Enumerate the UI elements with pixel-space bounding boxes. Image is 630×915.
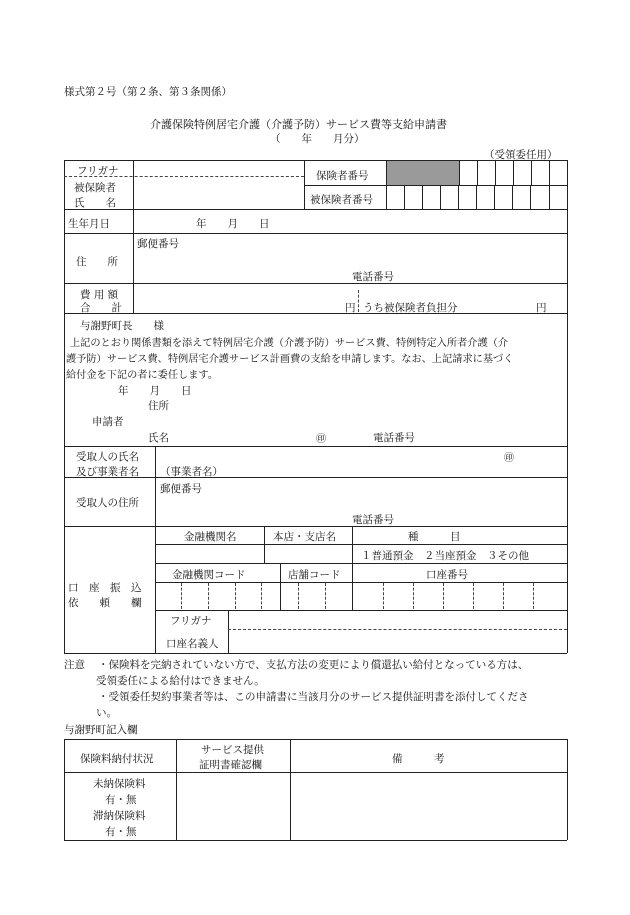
- note-1-line1: ・保険料を完納されていない方で、支払方法の変更により償還払い給付となっている方は、: [98, 659, 529, 671]
- holder-furigana-label: フリガナ: [170, 615, 212, 627]
- cost-total-label-2: 合 計: [80, 302, 122, 314]
- office-section-label: 与謝野町記入欄: [64, 724, 138, 736]
- request-date-field[interactable]: 年 月 日: [118, 385, 192, 397]
- note-2-line1: ・受領委任契約事業者等は、この申請書に当該月分のサービス提供証明書を添付してくださ: [98, 691, 529, 703]
- insured-number-label: 被保険者番号: [310, 194, 373, 206]
- yen-unit-2: 円: [536, 302, 547, 314]
- form-number: 様式第２号（第２条、第３条関係）: [64, 86, 232, 98]
- bank-code-label: 金融機関コード: [172, 569, 246, 581]
- bank-section-label: 口 座 振 込: [68, 582, 142, 594]
- recipient-phone-label: 電話番号: [352, 514, 394, 526]
- request-body-line2: 護予防）サービス費、特例居宅介護サービス計画費の支給を申請します。なお、上記請求に基づく: [66, 354, 514, 365]
- recipient-postal-label: 郵便番号: [160, 483, 202, 495]
- note-1-line2: 受領委任による給付はできません。: [96, 675, 265, 687]
- address-label: 住 所: [76, 256, 118, 268]
- birth-date-field[interactable]: 年 月 日: [196, 218, 270, 230]
- postal-code-label: 郵便番号: [137, 238, 179, 250]
- remarks-header: 備 考: [392, 753, 445, 765]
- unpaid-premium-label: 未納保険料: [93, 778, 146, 790]
- applicant-name-label: 氏名: [148, 432, 169, 444]
- insured-name-label-2: 氏 名: [74, 197, 116, 209]
- recipient-address-label: 受取人の住所: [76, 497, 139, 509]
- account-type-label: 種 目: [408, 531, 461, 543]
- cost-total-label: 費 用 額: [80, 289, 119, 301]
- notes-label: 注意: [64, 659, 85, 671]
- account-number-label: 口座番号: [426, 569, 468, 581]
- note-2-line2: い。: [96, 707, 117, 719]
- period-field: （ 年 月分）: [270, 133, 365, 145]
- branch-code-label: 店舗コード: [288, 569, 341, 581]
- recipient-name-label: 受取人の氏名: [76, 451, 139, 463]
- birth-date-label: 生年月日: [68, 218, 110, 230]
- bank-section-label-2: 依 頼 欄: [68, 597, 142, 609]
- overdue-premium-value[interactable]: 有・無: [105, 826, 137, 838]
- phone-label: 電話番号: [352, 271, 394, 283]
- branch-name-label: 本店・支店名: [273, 531, 336, 543]
- business-name-label: （事業者名）: [160, 466, 223, 478]
- yen-unit: 円: [345, 302, 356, 314]
- applicant-address-label: 住所: [148, 400, 169, 412]
- certificate-check-header-2: 証明書確認欄: [199, 759, 262, 771]
- premium-status-header: 保険料納付状況: [80, 753, 154, 765]
- applicant-phone-label: 電話番号: [373, 432, 415, 444]
- applicant-label: 申請者: [92, 416, 124, 428]
- certificate-check-header: サービス提供: [201, 744, 264, 756]
- insured-name-label: 被保険者: [74, 182, 116, 194]
- form-subtitle: （受領委任用）: [484, 149, 558, 161]
- furigana-label: フリガナ: [77, 165, 119, 177]
- unpaid-premium-value[interactable]: 有・無: [105, 794, 137, 806]
- addressee: 与謝野町長 様: [80, 320, 164, 332]
- insurer-number-label: 保険者番号: [316, 170, 369, 182]
- insurer-number-shaded: [387, 161, 459, 185]
- form-title: 介護保険特例居宅介護（介護予防）サービス費等支給申請書: [150, 118, 447, 131]
- request-body-line1: 上記のとおり関係書類を添えて特例居宅介護（介護予防）サービス費、特例特定入所者介護（介: [70, 338, 509, 349]
- recipient-name-label-2: 及び事業者名: [76, 466, 139, 478]
- account-type-options[interactable]: １普通預金 ２当座預金 ３その他: [361, 550, 529, 562]
- recipient-seal-mark: ㊞: [504, 453, 514, 464]
- overdue-premium-label: 滞納保険料: [93, 810, 146, 822]
- bank-name-label: 金融機関名: [184, 531, 237, 543]
- account-holder-label: 口座名義人: [166, 638, 219, 650]
- request-body-line3: 給付金を下記の者に委任します。: [66, 370, 218, 381]
- applicant-seal-mark: ㊞: [316, 434, 326, 445]
- insured-burden-label: うち被保険者負担分: [363, 302, 458, 314]
